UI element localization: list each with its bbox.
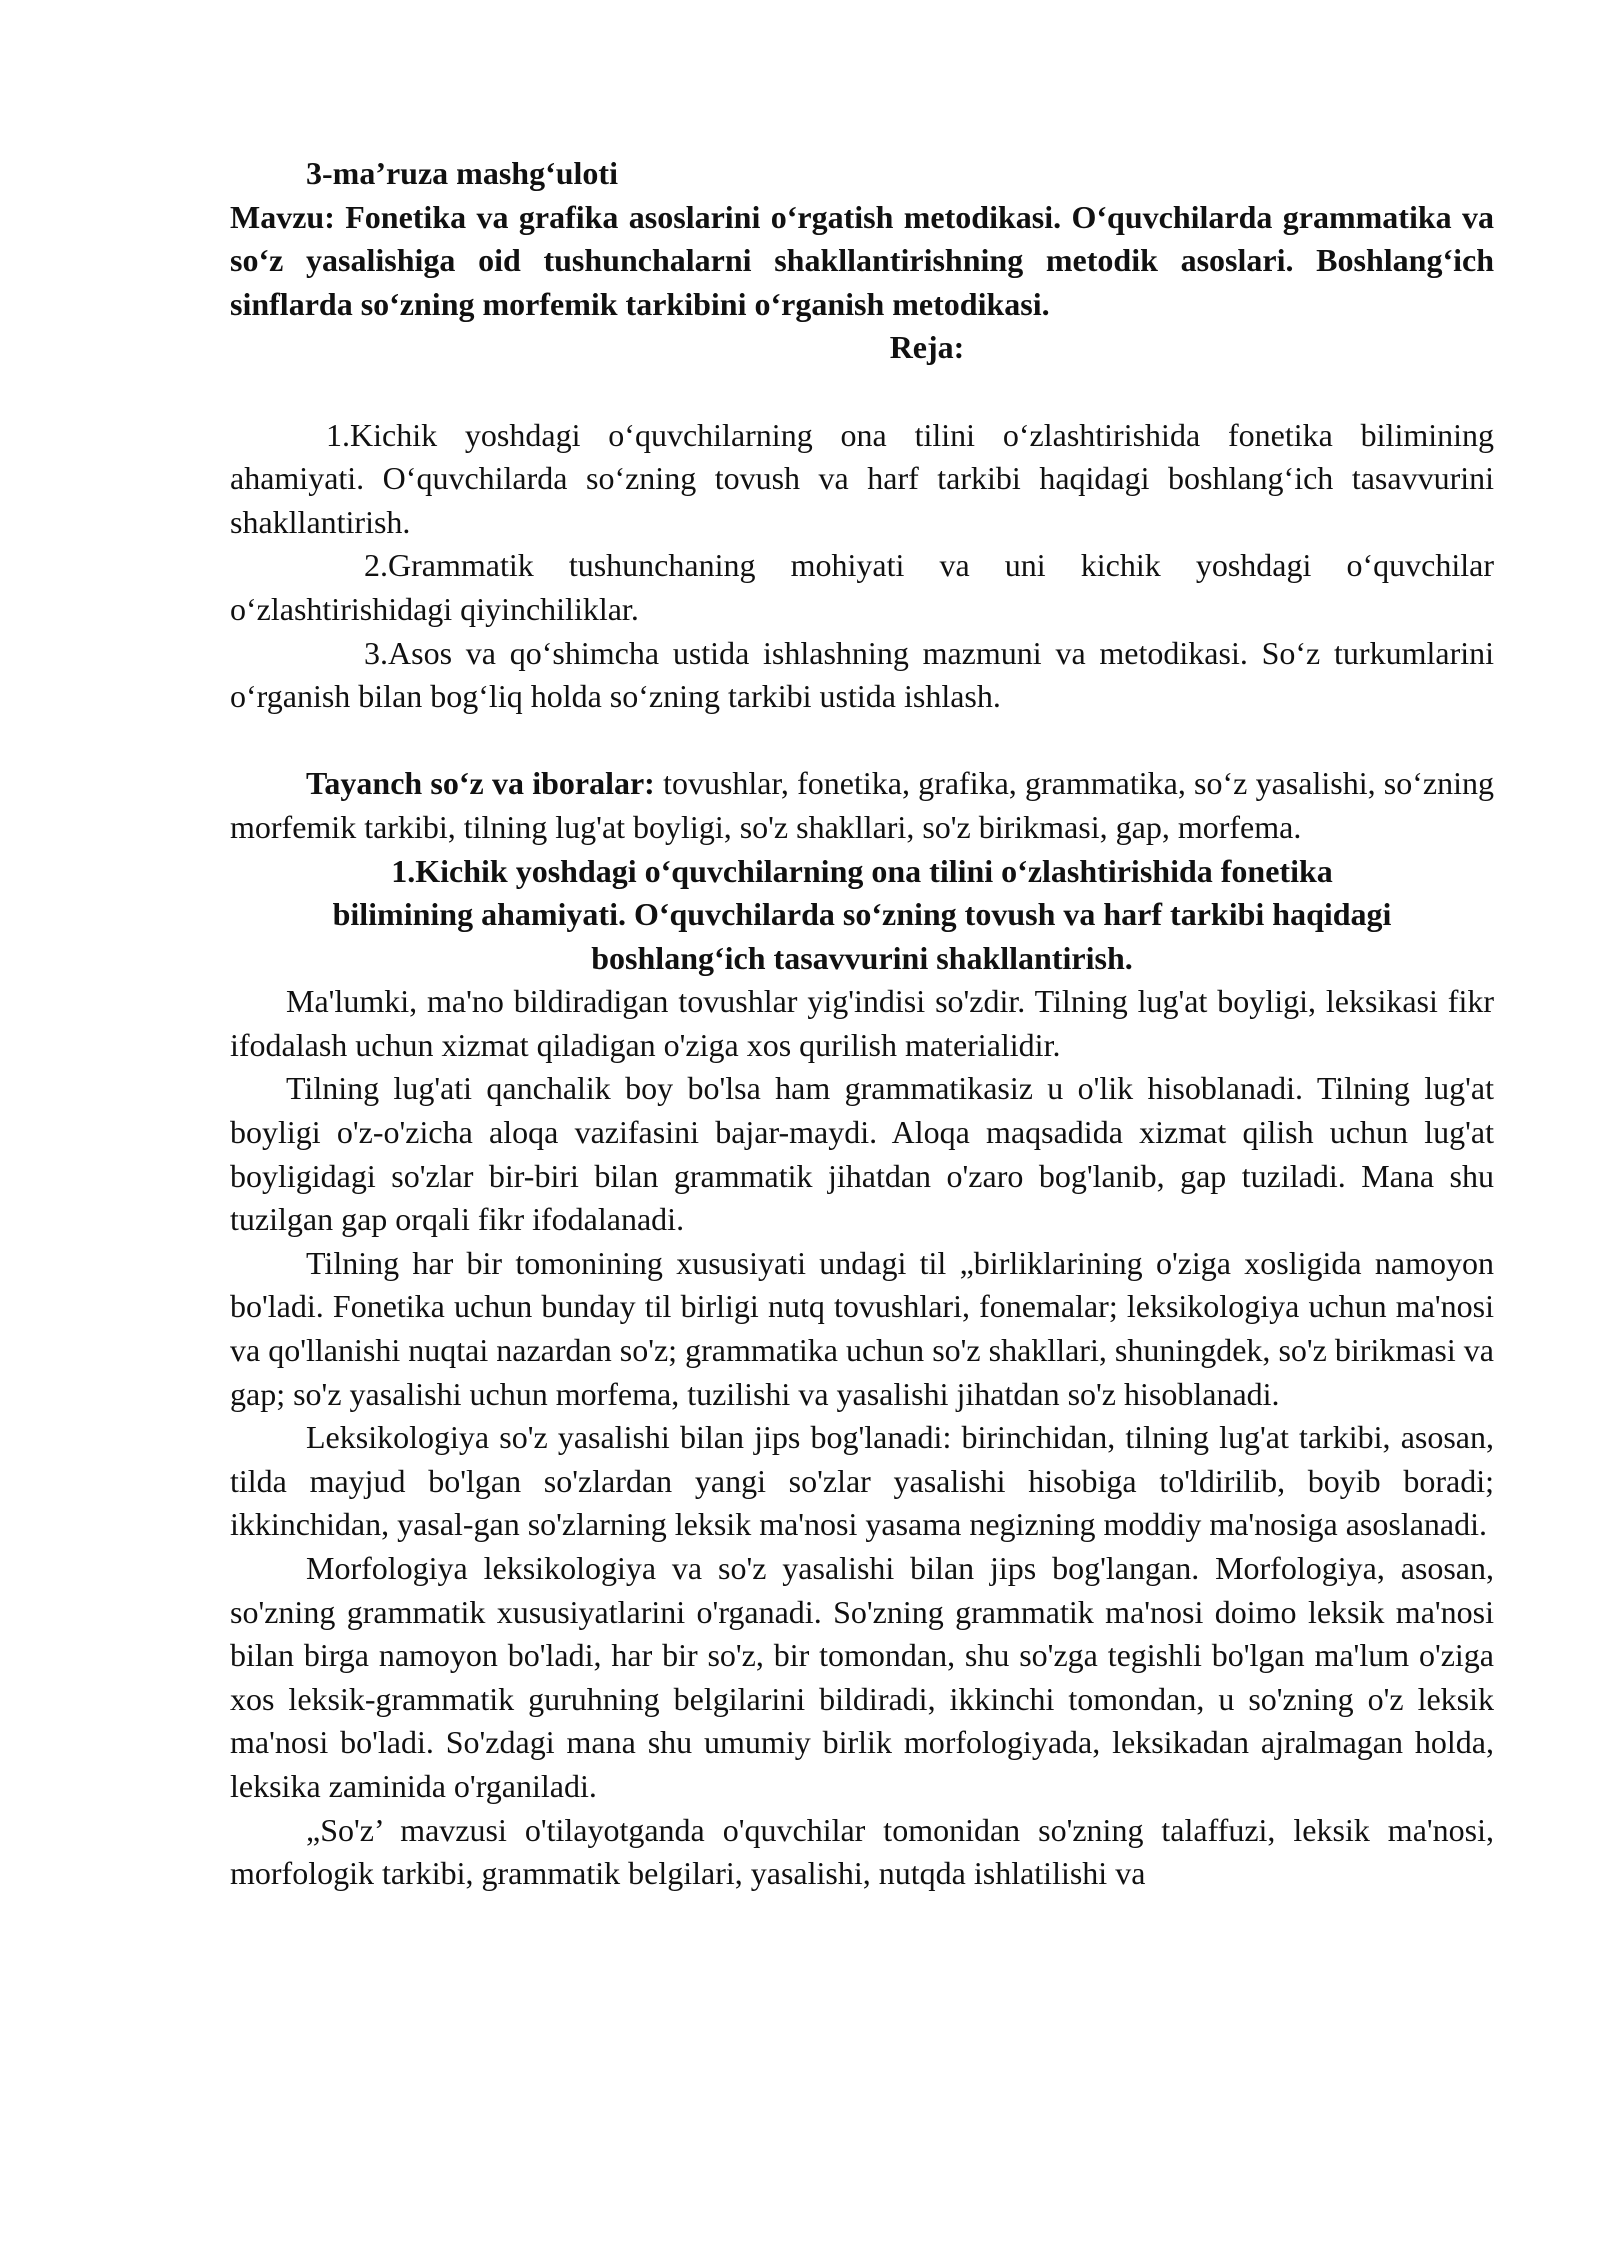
body-paragraph: Tilning har bir tomonining xususiyati undagi til „birliklarining o'ziga xosligida namoyon bo'ladi. Fonetika uchun bunday til birligi nutq tovushlari, fonemalar; leksikologiya uchun ma'nosi va qo'llanishi nuqtai nazardan so'z; grammatika uchun so'z shakllari, shuningdek, so'z birikmasi va gap; so'z yasalishi uchun morfema, tuzilishi va yasalishi jihatdan so'z hisoblanadi. — [230, 1244, 1494, 1412]
plan-item-1: 1.Kichik yoshdagi o‘quvchilarning ona tilini o‘zlashtirishida fonetika bilimining ahamiyati. O‘quvchilarda so‘zning tovush va harf tarkibi haqidagi boshlang‘ich tasavvurini shakllantirish. — [230, 416, 1494, 540]
spacer — [230, 719, 1494, 763]
topic-heading: Mavzu: Fonetika va grafika asoslarini o‘rgatish metodikasi. O‘quvchilarda grammatika va so‘z yasalishiga oid tushunchalarni shakllantirishning metodik asoslari. Boshlang‘ich sinflarda so‘zning morfemik tarkibini o‘rganish metodikasi. — [230, 198, 1494, 322]
section-title-line: bilimining ahamiyati. O‘quvchilarda so‘zning tovush va harf tarkibi haqidagi — [332, 896, 1392, 933]
keywords-label: Tayanch so‘z va iboralar: — [306, 765, 655, 802]
section-title — [230, 850, 1494, 981]
section-title-line: boshlang‘ich tasavvurini shakllantirish. — [591, 939, 1133, 976]
plan-title: Reja: — [889, 329, 965, 366]
body-paragraph: Morfologiya leksikologiya va so'z yasalishi bilan jips bog'langan. Morfologiya, asosan, so'zning grammatik xususiyatlarini o'rganadi. So'zning grammatik ma'nosi doimo leksik ma'nosi bilan birga namoyon bo'ladi, har bir so'z, bir tomondan, shu so'zga tegishli bo'lgan ma'lum o'ziga xos leksik-grammatik guruhning belgilarini bildiradi, ikkinchi tomondan, u so'zning o'z leksik ma'nosi bo'ladi. So'zdagi mana shu umumiy birlik morfologiyada, leksikadan ajralmagan holda, leksika zaminida o'rganiladi. — [230, 1550, 1494, 1804]
lecture-title: 3-ma’ruza mashg‘uloti — [306, 155, 618, 191]
body-paragraph: Tilning lug'ati qanchalik boy bo'lsa ham grammatikasiz u o'lik hisoblanadi. Tilning lug'at boyligi o'z-o'zicha aloqa vazifasini bajar-maydi. Aloqa maqsadida xizmat qilish uchun lug'at boyligidagi so'zlar bir-biri bilan grammatik jihatdan o'zaro bog'lanib, gap tuziladi. Mana shu tuzilgan gap orqali fikr ifodalanadi. — [230, 1070, 1494, 1238]
body-paragraph: Leksikologiya so'z yasalishi bilan jips bog'lanadi: birinchidan, tilning lug'at tarkibi, asosan, tilda mayjud bo'lgan so'zlardan yangi so'zlar yasalishi hisobiga to'ldirilib, boyib boradi; ikkinchidan, yasal-gan so'zlarning leksik ma'nosi yasama negizning moddiy ma'nosiga asoslanadi. — [230, 1419, 1494, 1543]
body-paragraph: Ma'lumki, ma'no bildiradigan tovushlar yig'indisi so'zdir. Tilning lug'at boyligi, leksikasi fikr ifodalash uchun xizmat qiladigan o'ziga xos qurilish materialidir. — [230, 983, 1494, 1063]
keywords-paragraph — [230, 762, 1494, 849]
plan-item-3: 3.Asos va qo‘shimcha ustida ishlashning mazmuni va metodikasi. So‘z turkumlarini o‘rganish bilan bog‘liq holda so‘zning tarkibi ustida ishlash. — [230, 634, 1494, 715]
section-title-line: 1.Kichik yoshdagi o‘quvchilarning ona tilini o‘zlashtirishida fonetika — [391, 852, 1333, 889]
spacer — [230, 370, 1494, 414]
plan-item-2: 2.Grammatik tushunchaning mohiyati va uni kichik yoshdagi o‘quvchilar o‘zlashtirishidagi qiyinchiliklar. — [230, 547, 1494, 627]
keywords-text: tovushlar, fonetika, grafika, grammatika, so‘z yasalishi, so‘zning morfemik tarkibi, tilning lug'at boyligi, so'z shakllari, so'z birikmasi, gap, morfema. — [230, 765, 1495, 845]
body-paragraph: „So'z’ mavzusi o'tilayotganda o'quvchilar tomonidan so'zning talaffuzi, leksik ma'nosi, morfologik tarkibi, grammatik belgilari, yasalishi, nutqda ishlatilishi va — [230, 1811, 1494, 1892]
